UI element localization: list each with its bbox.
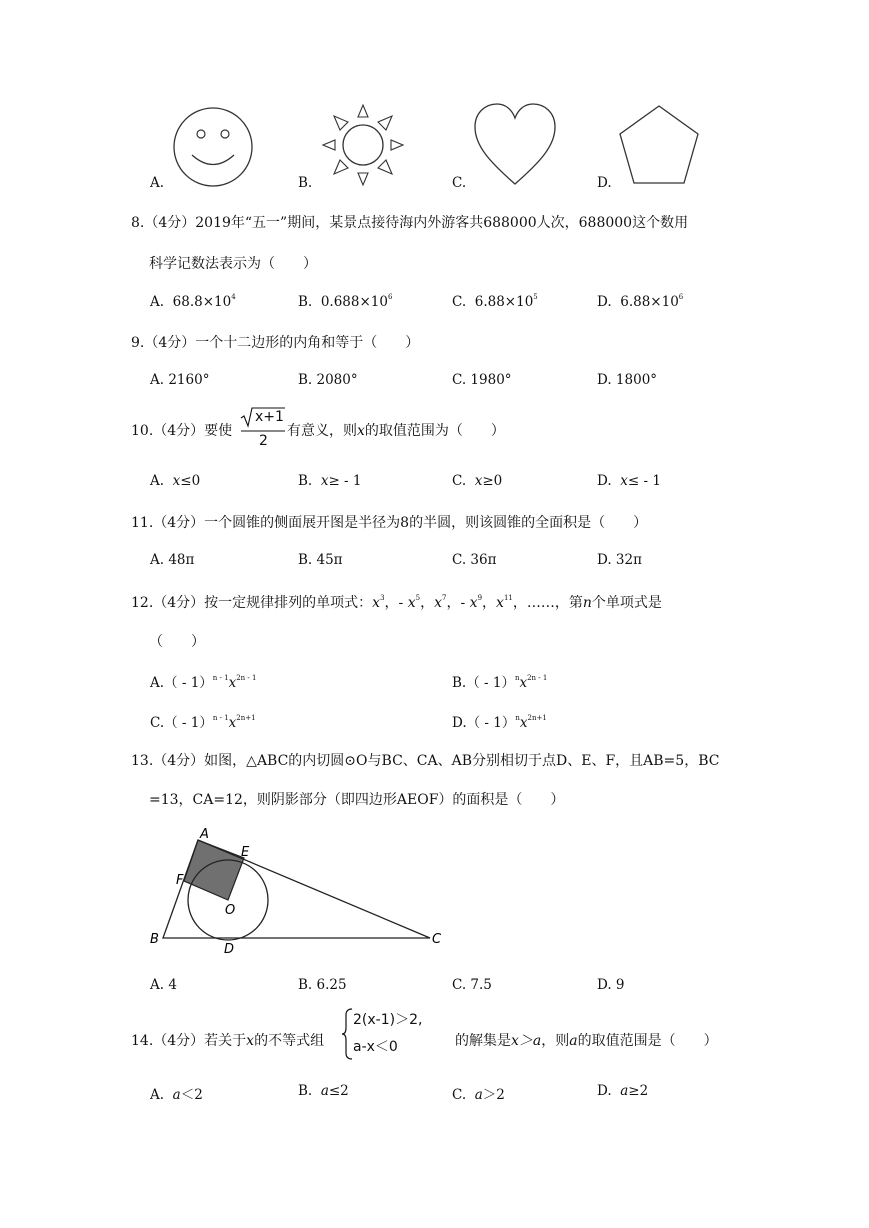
q10-option-d[interactable]: D. x≤ - 1 [597,473,661,489]
q8-option-a[interactable]: A. $68.8\times 10^4$ [150,293,236,310]
incircle-triangle-figure [148,826,453,954]
q14-stem-suffix: 的解集是x＞a，则a的取值范围是（ ） [455,1033,718,1049]
q7-option-a-label: A. [150,175,165,191]
q8-stem-line2: 科学记数法表示为（ ） [149,256,317,272]
label-a: A [200,827,209,842]
q11-option-c[interactable]: C. 36π [452,552,497,568]
q12-term: $x^3$ [372,594,385,611]
q13-stem-line2: =13，CA=12，则阴影部分（即四边形AEOF）的面积是（ ） [149,792,565,808]
q13-option-c[interactable]: C. 7.5 [452,977,492,993]
q11-option-b[interactable]: B. 45π [298,552,343,568]
q8-option-b[interactable]: B. $0.688\times 10^6$ [298,293,393,310]
left-brace-icon [341,1008,353,1060]
q13-option-a[interactable]: A. 4 [150,977,177,993]
q13-stem-line1: 13.（4分）如图，△ABC的内切圆⊙O与BC、CA、AB分别相切于点D、E、F，且AB=5，BC [131,753,720,769]
q8-stem-line1: 8.（4分）2019年“五一”期间，某景点接待海内外游客共688000人次，688000这个数用 [131,215,689,231]
q9-stem: 9.（4分）一个十二边形的内角和等于（ ） [131,335,420,351]
label-o: O [225,903,236,918]
q8-option-d[interactable]: D. $6.88\times 10^6$ [597,293,684,310]
q9-option-d[interactable]: D. 1800° [597,372,658,388]
q7-option-c-label: C. [452,175,467,191]
q12-term: - $x^5$ [398,594,421,611]
q12-stem-line1: 12.（4分）按一定规律排列的单项式：$x^3$，- $x^5$，$x^7$，- $x^9$，$x^{11}$，……，第n个单项式是 [131,594,662,611]
q12-option-d[interactable]: $D.( - 1)^nx^{2n+1}$ [452,714,547,731]
q10-stem-suffix: 有意义，则x的取值范围为（ ） [287,423,505,439]
label-e: E [241,845,250,860]
q7-option-d-label: D. [597,175,612,191]
q14-stem-prefix: 14.（4分）若关于x的不等式组 [131,1033,325,1049]
q9-option-b[interactable]: B. 2080° [298,372,358,388]
smiley-face-figure [170,104,256,190]
q14-system-line2: a-x＜0 [353,1039,398,1055]
q12-option-c[interactable]: $C.( - 1)^{n - 1}x^{2n+1}$ [150,714,256,731]
q12-term: $x^{11}$ [496,594,513,611]
q14-option-a[interactable]: A. a＜2 [150,1087,203,1103]
label-d: D [224,942,235,954]
label-b: B [150,932,159,947]
q13-option-d[interactable]: D. 9 [597,977,625,993]
q10-stem-prefix: 10.（4分）要使 [131,423,233,439]
q7-option-b-label: B. [298,175,313,191]
q12-option-a[interactable]: $A.( - 1)^{n - 1}x^{2n - 1}$ [150,674,257,691]
q12-option-b[interactable]: $B.( - 1)^nx^{2n - 1}$ [452,674,548,691]
heart-figure [470,100,560,190]
q14-system-line1: 2(x-1)＞2, [353,1012,423,1028]
q14-option-b[interactable]: B. a≤2 [298,1083,349,1099]
q10-fraction [240,406,286,452]
q14-option-d[interactable]: D. a≥2 [597,1083,649,1099]
q12-term: - $x^9$ [460,594,483,611]
q10-denominator: 2 [259,433,268,449]
shaded-quadrilateral-aeof [184,840,244,900]
q9-option-a[interactable]: A. 2160° [150,372,210,388]
q10-option-c[interactable]: C. x≥0 [452,473,503,489]
sun-figure [320,102,406,188]
label-f: F [176,873,184,888]
q11-option-d[interactable]: D. 32π [597,552,642,568]
q8-option-c[interactable]: C. $6.88\times 10^5$ [452,293,538,310]
q9-option-c[interactable]: C. 1980° [452,372,512,388]
q10-option-b[interactable]: B. x≥ - 1 [298,473,362,489]
q10-option-a[interactable]: A. x≤0 [150,473,201,489]
q11-option-a[interactable]: A. 48π [150,552,195,568]
q14-option-c[interactable]: C. a＞2 [452,1087,505,1103]
q13-option-b[interactable]: B. 6.25 [298,977,347,993]
q10-radicand: x+1 [255,409,284,425]
q12-term: $x^7$ [434,594,447,611]
pentagon-figure [616,103,702,187]
q12-stem-line2: （ ） [149,634,205,650]
q11-stem: 11.（4分）一个圆锥的侧面展开图是半径为8的半圆，则该圆锥的全面积是（ ） [131,515,648,531]
label-c: C [432,932,442,947]
